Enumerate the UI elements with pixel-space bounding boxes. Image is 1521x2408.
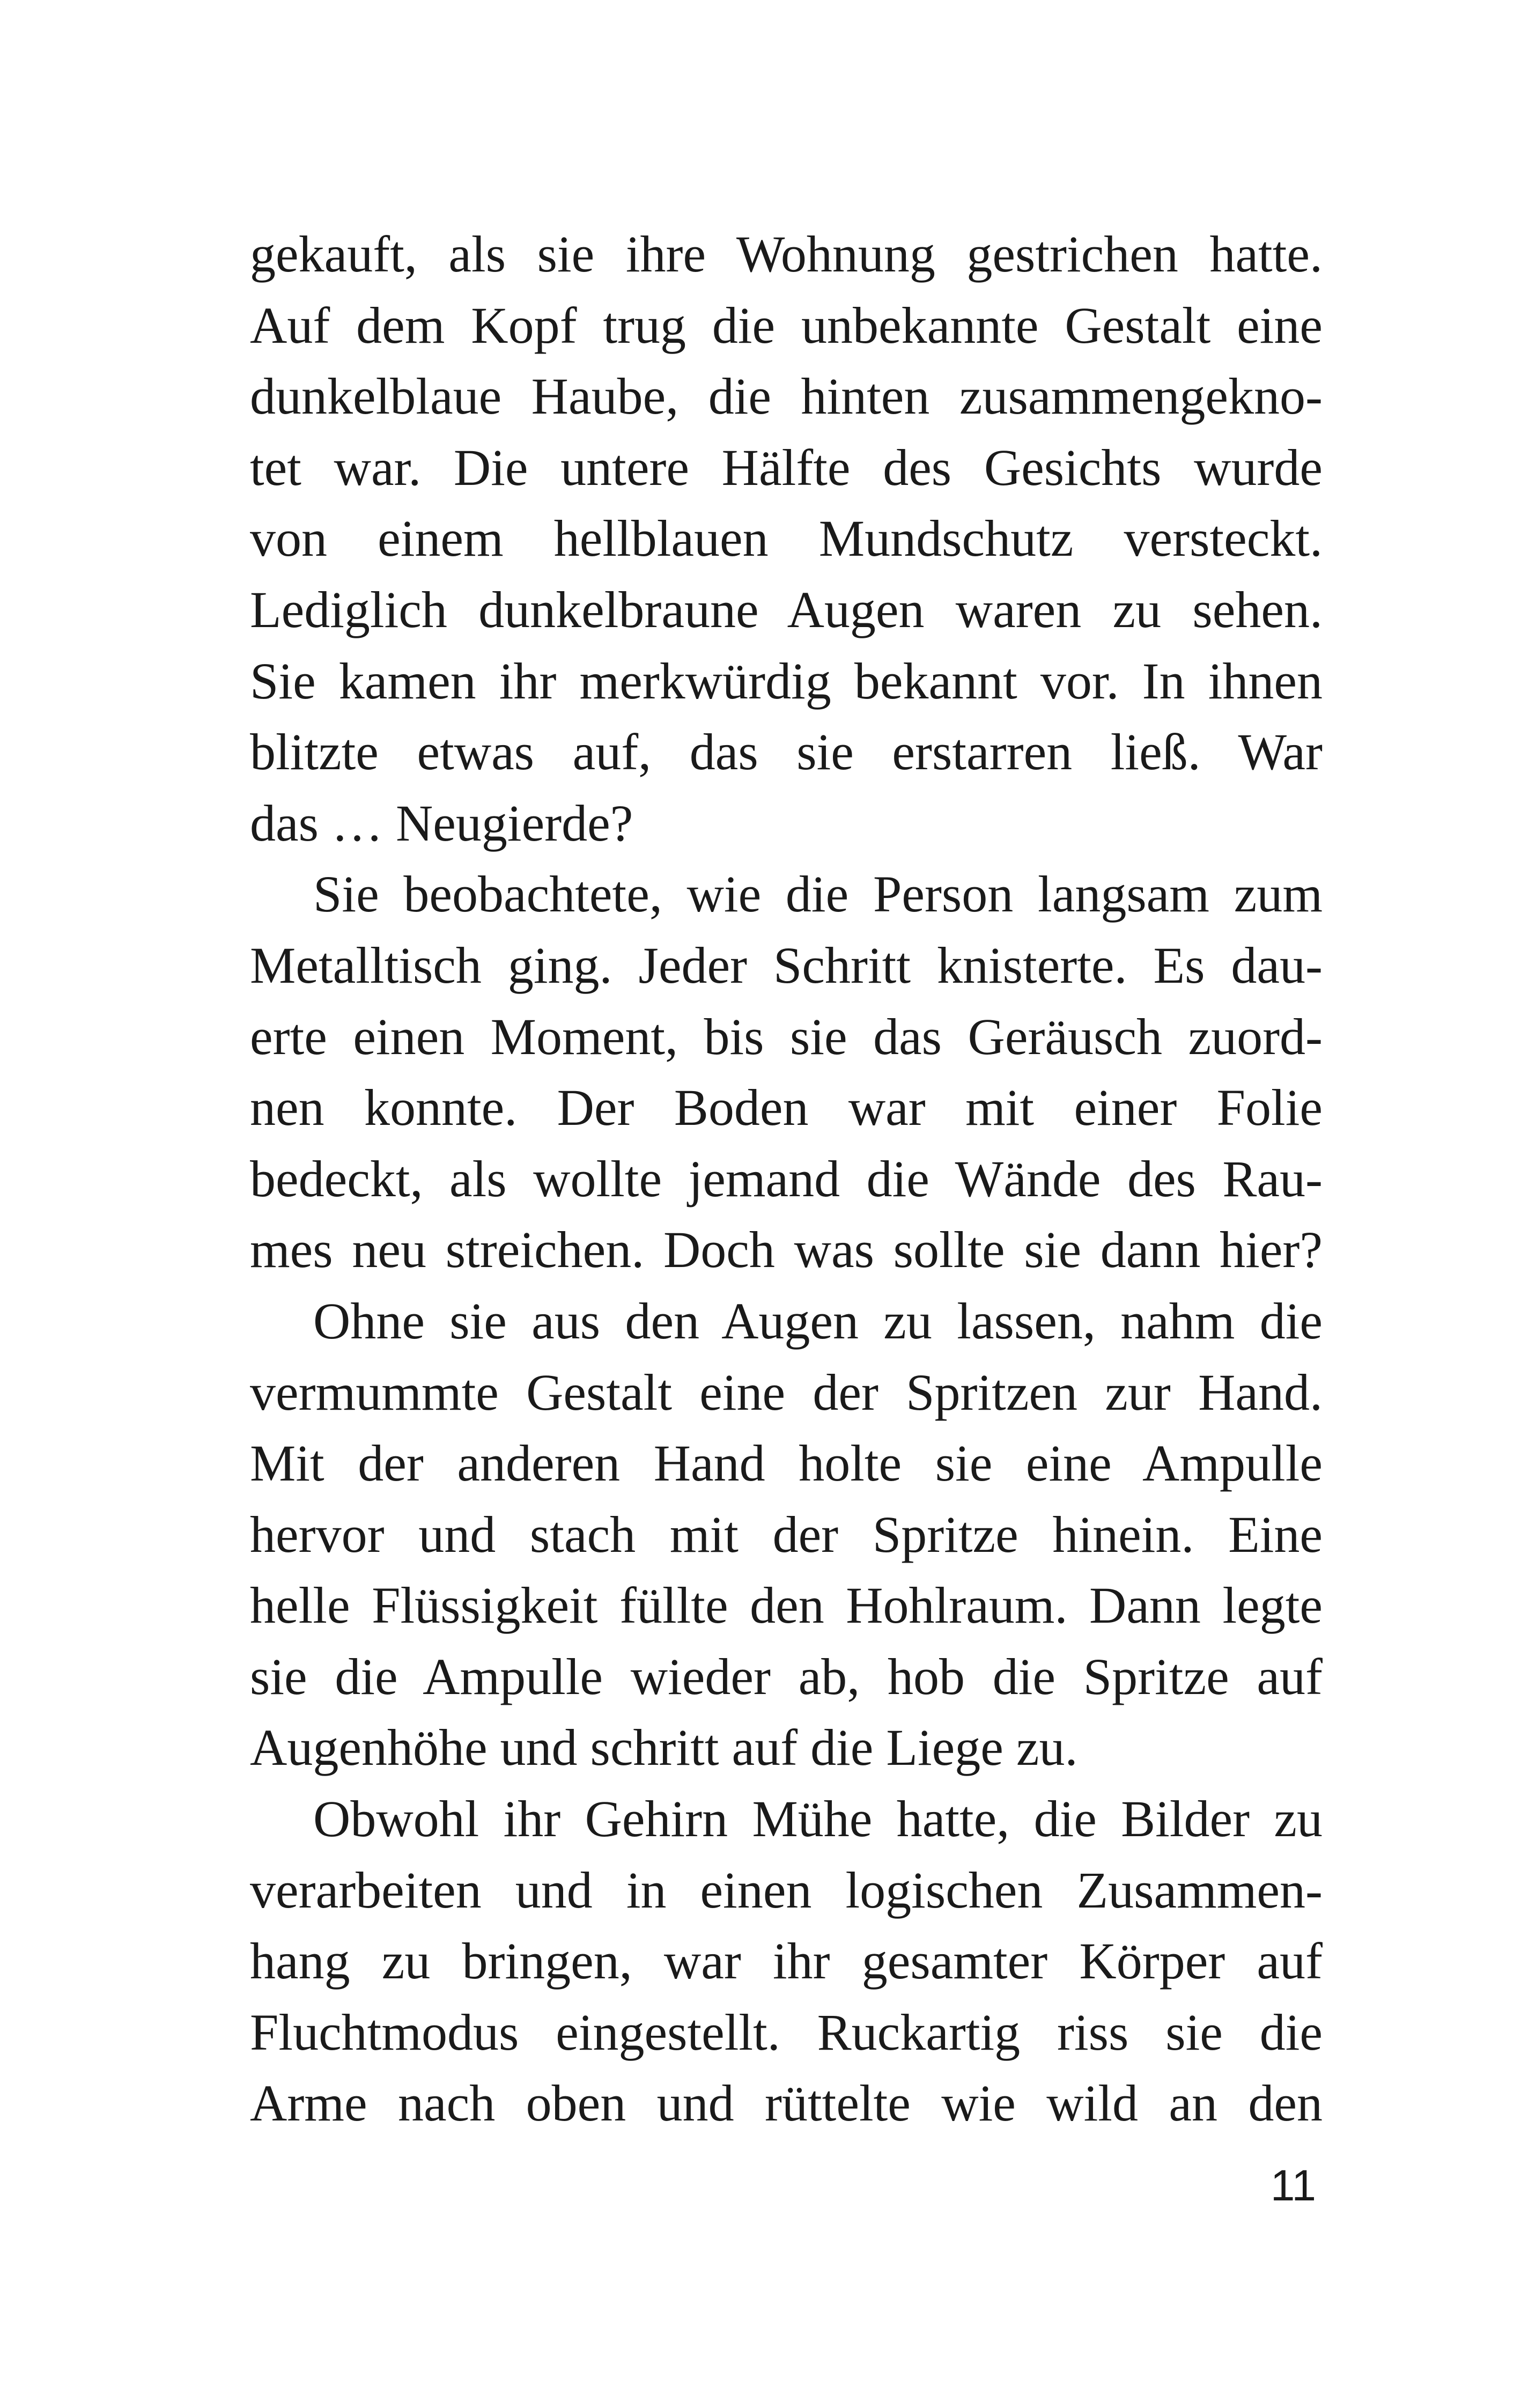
text-line: helle Flüssigkeit füllte den Hohlraum. Dann legte <box>250 1577 1323 1634</box>
text-line: Arme nach oben und rüttelte wie wild an den <box>250 2074 1323 2132</box>
text-line: Mit der anderen Hand holte sie eine Ampulle <box>250 1434 1323 1492</box>
text-line: Ohne sie aus den Augen zu lassen, nahm die <box>313 1292 1323 1350</box>
text-line: hervor und stach mit der Spritze hinein. Eine <box>250 1505 1323 1563</box>
text-line: Metalltisch ging. Jeder Schritt knisterte. Es dau- <box>250 936 1323 994</box>
text-line: vermummte Gestalt eine der Spritzen zur Hand. <box>250 1363 1323 1421</box>
text-line: Augenhöhe und schritt auf die Liege zu. <box>250 1719 1078 1777</box>
text-line: das … Neugierde? <box>250 794 633 852</box>
paragraph <box>250 219 1323 859</box>
text-line: nen konnte. Der Boden war mit einer Folie <box>250 1079 1323 1137</box>
text-line: Sie beobachtete, wie die Person langsam zum <box>313 865 1323 923</box>
text-line: Lediglich dunkelbraune Augen waren zu sehen. <box>250 580 1323 638</box>
text-line: Sie kamen ihr merkwürdig bekannt vor. In ihnen <box>250 652 1323 710</box>
text-line: tet war. Die untere Hälfte des Gesichts wurde <box>250 438 1323 496</box>
text-line: Obwohl ihr Gehirn Mühe hatte, die Bilder zu <box>313 1790 1323 1848</box>
text-line: blitzte etwas auf, das sie erstarren ließ. War <box>250 723 1323 781</box>
paragraph <box>250 859 1323 1286</box>
page-number: 11 <box>1270 2161 1316 2210</box>
text-line: sie die Ampulle wieder ab, hob die Spritze auf <box>250 1647 1323 1705</box>
body-text <box>250 219 1323 2139</box>
text-line: dunkelblaue Haube, die hinten zusammengekno- <box>250 367 1323 425</box>
text-line: mes neu streichen. Doch was sollte sie dann hier? <box>250 1221 1323 1279</box>
paragraph <box>250 1784 1323 2139</box>
text-line: gekauft, als sie ihre Wohnung gestrichen hatte. <box>250 225 1323 283</box>
paragraph <box>250 1286 1323 1784</box>
text-line: Auf dem Kopf trug die unbekannte Gestalt eine <box>250 296 1323 354</box>
text-line: Fluchtmodus eingestellt. Ruckartig riss sie die <box>250 2003 1323 2061</box>
text-line: verarbeiten und in einen logischen Zusammen- <box>250 1861 1323 1919</box>
text-line: bedeckt, als wollte jemand die Wände des Rau- <box>250 1150 1323 1207</box>
text-line: erte einen Moment, bis sie das Geräusch zuord- <box>250 1007 1323 1065</box>
text-line: hang zu bringen, war ihr gesamter Körper auf <box>250 1932 1323 1990</box>
text-line: von einem hellblauen Mundschutz versteckt. <box>250 510 1323 568</box>
